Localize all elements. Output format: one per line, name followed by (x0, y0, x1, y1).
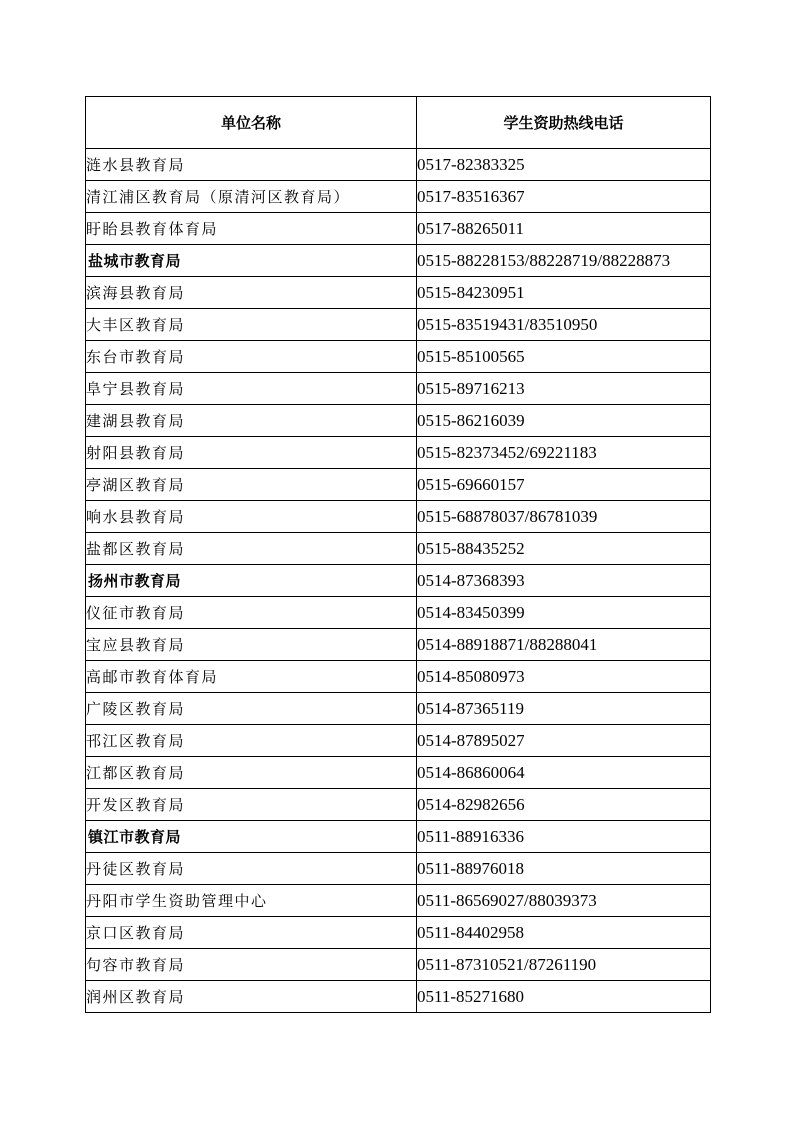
unit-name: 盱眙县教育体育局 (86, 213, 417, 245)
unit-name: 高邮市教育体育局 (86, 661, 417, 693)
table-row (86, 757, 711, 789)
hotline-phone: 0515-83519431/83510950 (417, 309, 711, 341)
table-row (86, 661, 711, 693)
table-row (86, 149, 711, 181)
unit-name: 仪征市教育局 (86, 597, 417, 629)
hotline-phone: 0515-89716213 (417, 373, 711, 405)
hotline-phone: 0515-85100565 (417, 341, 711, 373)
table-row (86, 373, 711, 405)
table-row (86, 501, 711, 533)
table-row (86, 853, 711, 885)
hotline-phone: 0515-88435252 (417, 533, 711, 565)
header-row (86, 97, 711, 149)
table-row (86, 917, 711, 949)
city-row (86, 245, 711, 277)
table-header (86, 97, 711, 149)
unit-name: 邗江区教育局 (86, 725, 417, 757)
table-row (86, 405, 711, 437)
unit-name: 射阳县教育局 (86, 437, 417, 469)
hotline-phone: 0515-86216039 (417, 405, 711, 437)
hotline-phone: 0511-87310521/87261190 (417, 949, 711, 981)
hotline-phone: 0511-86569027/88039373 (417, 885, 711, 917)
hotline-phone: 0514-87368393 (417, 565, 711, 597)
table-row (86, 437, 711, 469)
unit-name: 大丰区教育局 (86, 309, 417, 341)
table-row (86, 725, 711, 757)
hotline-phone: 0514-87365119 (417, 693, 711, 725)
unit-name: 响水县教育局 (86, 501, 417, 533)
city-bureau-name: 盐城市教育局 (86, 245, 417, 277)
unit-name: 句容市教育局 (86, 949, 417, 981)
header-hotline-phone: 学生资助热线电话 (417, 97, 711, 149)
table-row (86, 213, 711, 245)
hotline-phone: 0514-86860064 (417, 757, 711, 789)
hotline-phone: 0517-82383325 (417, 149, 711, 181)
unit-name: 阜宁县教育局 (86, 373, 417, 405)
unit-name: 丹阳市学生资助管理中心 (86, 885, 417, 917)
hotline-table (85, 96, 711, 1013)
city-bureau-name: 扬州市教育局 (86, 565, 417, 597)
hotline-phone: 0514-82982656 (417, 789, 711, 821)
hotline-phone: 0515-69660157 (417, 469, 711, 501)
hotline-phone: 0515-82373452/69221183 (417, 437, 711, 469)
table-row (86, 533, 711, 565)
unit-name: 滨海县教育局 (86, 277, 417, 309)
hotline-phone: 0514-87895027 (417, 725, 711, 757)
table-row (86, 885, 711, 917)
hotline-phone: 0515-84230951 (417, 277, 711, 309)
unit-name: 东台市教育局 (86, 341, 417, 373)
hotline-phone: 0511-88976018 (417, 853, 711, 885)
hotline-phone: 0515-88228153/88228719/88228873 (417, 245, 711, 277)
unit-name: 建湖县教育局 (86, 405, 417, 437)
table-body (86, 149, 711, 1013)
unit-name: 丹徒区教育局 (86, 853, 417, 885)
unit-name: 京口区教育局 (86, 917, 417, 949)
table-row (86, 597, 711, 629)
unit-name: 涟水县教育局 (86, 149, 417, 181)
unit-name: 广陵区教育局 (86, 693, 417, 725)
city-bureau-name: 镇江市教育局 (86, 821, 417, 853)
table-row (86, 629, 711, 661)
table-row (86, 693, 711, 725)
hotline-phone: 0511-88916336 (417, 821, 711, 853)
hotline-phone: 0517-88265011 (417, 213, 711, 245)
hotline-phone: 0517-83516367 (417, 181, 711, 213)
table-row (86, 949, 711, 981)
table-row (86, 789, 711, 821)
hotline-phone: 0511-84402958 (417, 917, 711, 949)
table-row (86, 181, 711, 213)
unit-name: 润州区教育局 (86, 981, 417, 1013)
hotline-phone: 0514-85080973 (417, 661, 711, 693)
table-row (86, 469, 711, 501)
city-row (86, 565, 711, 597)
table-row (86, 341, 711, 373)
unit-name: 宝应县教育局 (86, 629, 417, 661)
table-row (86, 981, 711, 1013)
hotline-phone: 0511-85271680 (417, 981, 711, 1013)
unit-name: 清江浦区教育局（原清河区教育局） (86, 181, 417, 213)
unit-name: 亭湖区教育局 (86, 469, 417, 501)
table-row (86, 309, 711, 341)
unit-name: 盐都区教育局 (86, 533, 417, 565)
hotline-phone: 0514-88918871/88288041 (417, 629, 711, 661)
unit-name: 开发区教育局 (86, 789, 417, 821)
hotline-phone: 0515-68878037/86781039 (417, 501, 711, 533)
header-unit-name: 单位名称 (86, 97, 417, 149)
table-row (86, 277, 711, 309)
city-row (86, 821, 711, 853)
unit-name: 江都区教育局 (86, 757, 417, 789)
hotline-phone: 0514-83450399 (417, 597, 711, 629)
